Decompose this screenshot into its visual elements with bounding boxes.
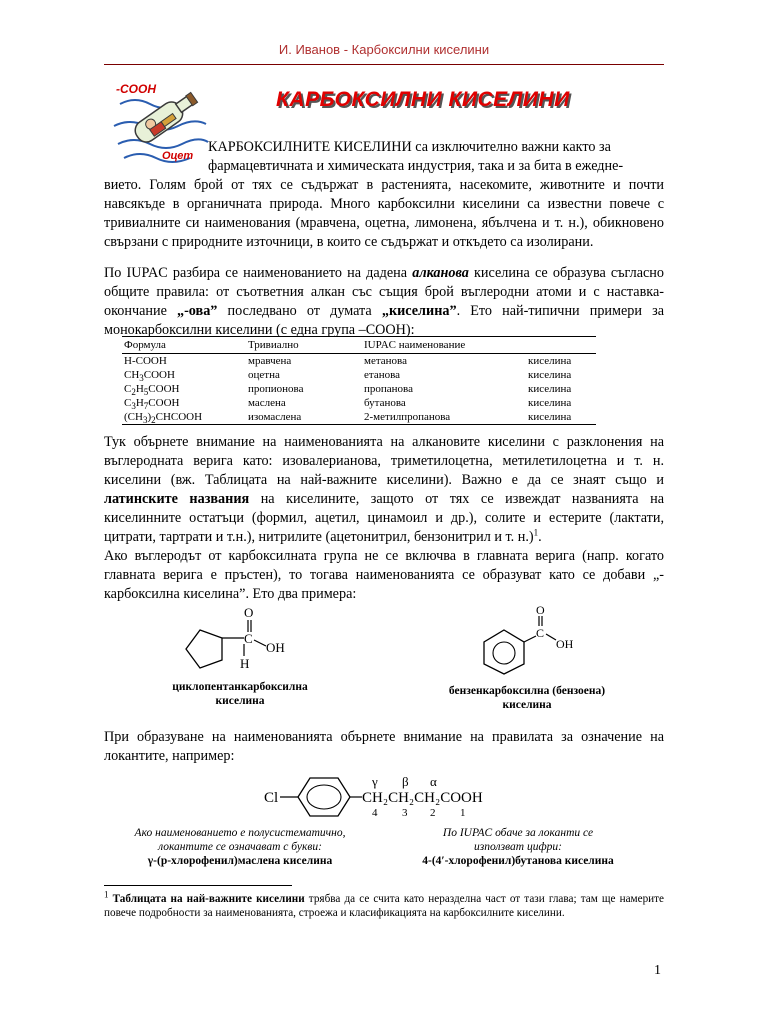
benzoic-caption	[420, 684, 634, 712]
formula-part: COOH	[143, 369, 175, 381]
trivial-cell: мравчена	[248, 355, 292, 367]
iupac-suffix: „-ова”	[176, 303, 218, 319]
formula-subscript: 2	[151, 415, 156, 426]
trivial-cell: маслена	[248, 397, 286, 409]
cyclopentane-name-line-2: киселина	[215, 695, 265, 707]
iupac-cell: бутанова	[364, 397, 406, 409]
trivial-cell: изомаслена	[246, 410, 362, 425]
intro-paragraph-first	[208, 138, 664, 176]
locant-alpha: α	[430, 774, 437, 789]
acid-cell: киселина	[528, 383, 572, 395]
acid-cell: киселина	[528, 369, 572, 381]
iupac-acid-word: „киселина”	[381, 303, 457, 319]
formula-part: H-COOH	[124, 355, 167, 367]
cyclopentane-name-line-1: циклопентанкарбоксилна	[172, 681, 308, 693]
oxygen-label: O	[536, 604, 545, 617]
page-header: И. Иванов - Карбоксилни киселини	[104, 36, 664, 65]
semisystematic-name: γ-(p-хлорофенил)маслена киселина	[147, 855, 333, 867]
hydroxyl-bond	[546, 634, 556, 640]
col-header-formula: Формула	[122, 337, 246, 354]
formula-part: CHCOOH	[155, 411, 203, 423]
acid-cell: киселина	[528, 397, 572, 409]
table-row	[122, 396, 596, 410]
formula-subscript: 2	[131, 387, 136, 398]
footnote-text: трябва да се счита като неразделна част от тази глава; там ще намерите повече подробности за наименованията, строежа и класификацията на карбоксилните киселини.	[104, 893, 665, 919]
footnote	[104, 889, 665, 920]
semisystematic-note-2: локантите се означават с букви:	[158, 841, 322, 853]
benzoic-name-line-1: бензенкарбоксилна (бензоена)	[448, 685, 606, 697]
footnote-ref[interactable]: 1	[533, 527, 539, 538]
cyclopentane-caption	[150, 680, 330, 708]
locant-paragraph: При образуване на наименованията обърнете внимание на правилата за означение на локантите, например:	[104, 729, 664, 764]
iupac-text-3: последвано от думата	[217, 303, 382, 319]
formula-cell	[122, 396, 246, 410]
iupac-cell: метанова	[364, 355, 407, 367]
cyclopentanecarboxylic-acid-structure	[180, 604, 300, 676]
formula-subscript: 5	[143, 387, 149, 398]
branching-paragraph	[104, 433, 664, 547]
footnote-separator	[104, 885, 292, 886]
locant-gamma: γ	[372, 774, 378, 789]
formula-part: )	[147, 411, 152, 423]
ring-to-carbon-bond	[524, 636, 536, 642]
benzene-ring	[298, 778, 350, 816]
table-row	[122, 354, 596, 369]
benzene-ring	[484, 630, 524, 674]
oxygen-label: O	[244, 605, 254, 620]
formula-cell	[122, 354, 246, 369]
formula-part: C	[124, 383, 132, 395]
iupac-text-2: киселина се образува съгласно общите правила: от съответния алкан със същия брой въглеродни атоми и с наставка-окончание	[104, 265, 664, 319]
carbon-label: C	[244, 631, 253, 646]
formula-subscript: 7	[143, 401, 149, 412]
hydroxyl-label: OH	[556, 637, 574, 651]
hydrogen-label: H	[240, 656, 250, 671]
acid-cell: киселина	[526, 410, 596, 425]
iupac-cell: 2-метилпропанова	[362, 410, 526, 425]
table-row	[122, 368, 596, 382]
iupac-alkane-term: алканова	[412, 265, 469, 281]
formula-part: (CH	[124, 411, 143, 423]
iupac-locant-note-1: По IUPAC обаче за локанти се	[442, 827, 594, 839]
branching-text-2: на киселините, защото от тях се извеждат названията на киселинните остатъци (формил, ацетил, цинамоил и др.), солите и естерите (лактати, цитрати, тартрати и т.н.), нитрилите (ацетонитрил, бензонитрил и т. н.)	[104, 491, 664, 545]
semisystematic-caption	[110, 826, 370, 868]
locant-num-3: 3	[402, 807, 408, 819]
iupac-paragraph	[104, 264, 664, 340]
chlorophenylbutanoic-acid-structure	[262, 770, 512, 822]
formula-subscript: 3	[139, 373, 144, 384]
hydroxyl-bond	[254, 640, 266, 646]
logo-cooh-label: -COOH	[116, 82, 156, 96]
footnote-bold-text: Таблицата на най-важните киселини	[112, 893, 305, 905]
formula-part: H	[135, 397, 144, 409]
benzene-aromatic-circle	[307, 785, 341, 809]
formula-part: C	[124, 397, 132, 409]
benzoic-acid-structure	[474, 604, 584, 680]
latin-names-term: латинските названия	[104, 491, 250, 507]
iupac-cell: етанова	[364, 369, 401, 381]
intro-line-1: КАРБОКСИЛНИТЕ КИСЕЛИНИ са изключително важни както за	[208, 139, 611, 155]
col-header-acid	[526, 337, 596, 354]
iupac-locant-caption	[388, 826, 648, 868]
formula-part: COOH	[148, 397, 180, 409]
benzene-aromatic-circle	[493, 642, 515, 664]
footnote-number: 1	[104, 889, 109, 900]
formula-part: COOH	[148, 383, 180, 395]
hydroxyl-label: OH	[266, 640, 285, 655]
formula-cell	[122, 410, 246, 425]
locant-beta: β	[402, 774, 409, 789]
page-title: КАРБОКСИЛНИ КИСЕЛИНИ	[276, 88, 570, 111]
formula-subscript: 3	[142, 415, 148, 426]
acid-cell: киселина	[528, 355, 572, 367]
col-header-iupac: IUPAC наименование	[362, 337, 526, 354]
locant-num-4: 4	[372, 807, 378, 819]
benzoic-name-line-2: киселина	[502, 699, 552, 711]
table-row	[122, 410, 596, 425]
chain-formula: CH₂CH₂CH₂COOH	[362, 790, 483, 806]
branching-text-1: Тук обърнете внимание на наименованията на алкановите киселини с разклонения на въглеродната верига като: изовалерианова, триметилоцетна, метилетилоцетна и т. н. киселини (вж. Таблицата на най-важните киселини). Важно е да се знаят също и	[104, 434, 664, 488]
col-header-trivial: Тривиално	[246, 337, 362, 354]
trivial-cell: пропионова	[248, 383, 304, 395]
branching-text-3: .	[538, 529, 542, 545]
ring-paragraph: Ако въглеродът от карбоксилната група не се включва в главната верига (напр. когато главната верига е пръстен), то тогава наименованията се образуват като се добави „-карбоксилна киселина”. Ето два примера:	[104, 548, 664, 602]
iupac-locant-note-2: използват цифри:	[474, 841, 562, 853]
locant-num-1: 1	[460, 807, 466, 819]
iupac-text-4: . Ето най-типични примери за монокарбоксилни киселини (с една група –COOH):	[104, 303, 665, 338]
intro-line-2: фармацевтичната и химическата индустрия, така и за бита в ежедне-	[208, 158, 624, 174]
table-row	[122, 382, 596, 396]
iupac-text-1: По IUPAC разбира се наименованието на дадена	[104, 265, 413, 281]
trivial-cell: оцетна	[248, 369, 280, 381]
monocarboxylic-acids-table	[122, 336, 596, 425]
table-header-row	[122, 337, 596, 354]
formula-cell	[122, 382, 246, 396]
locant-num-2: 2	[430, 807, 436, 819]
formula-cell	[122, 368, 246, 382]
semisystematic-note-1: Ако наименованието е полусистематично,	[134, 827, 346, 839]
page-number: 1	[654, 963, 661, 978]
formula-part: CH	[124, 369, 140, 381]
intro-paragraph-rest: вието. Голям брой от тях се съдържат в растенията, насекомите, животните и почти навсякъде в органичната природа. Много карбоксилни киселини са известни повече с тривиалните си наименования (мравчена, оцетна, лимонена, ябълчена и т. н.), обикновено свързани с природните източници, в които се съдържат и откъдето са изолирани.	[104, 177, 664, 250]
logo-vinegar-label: Оцет	[162, 150, 194, 162]
cyclopentane-ring	[186, 630, 222, 668]
carbon-label: C	[536, 626, 545, 640]
formula-part: H	[135, 383, 144, 395]
iupac-locant-name: 4-(4′-хлорофенил)бутанова киселина	[422, 855, 614, 867]
iupac-cell: пропанова	[364, 383, 413, 395]
formula-subscript: 3	[131, 401, 136, 412]
chlorine-label: Cl	[264, 790, 279, 806]
